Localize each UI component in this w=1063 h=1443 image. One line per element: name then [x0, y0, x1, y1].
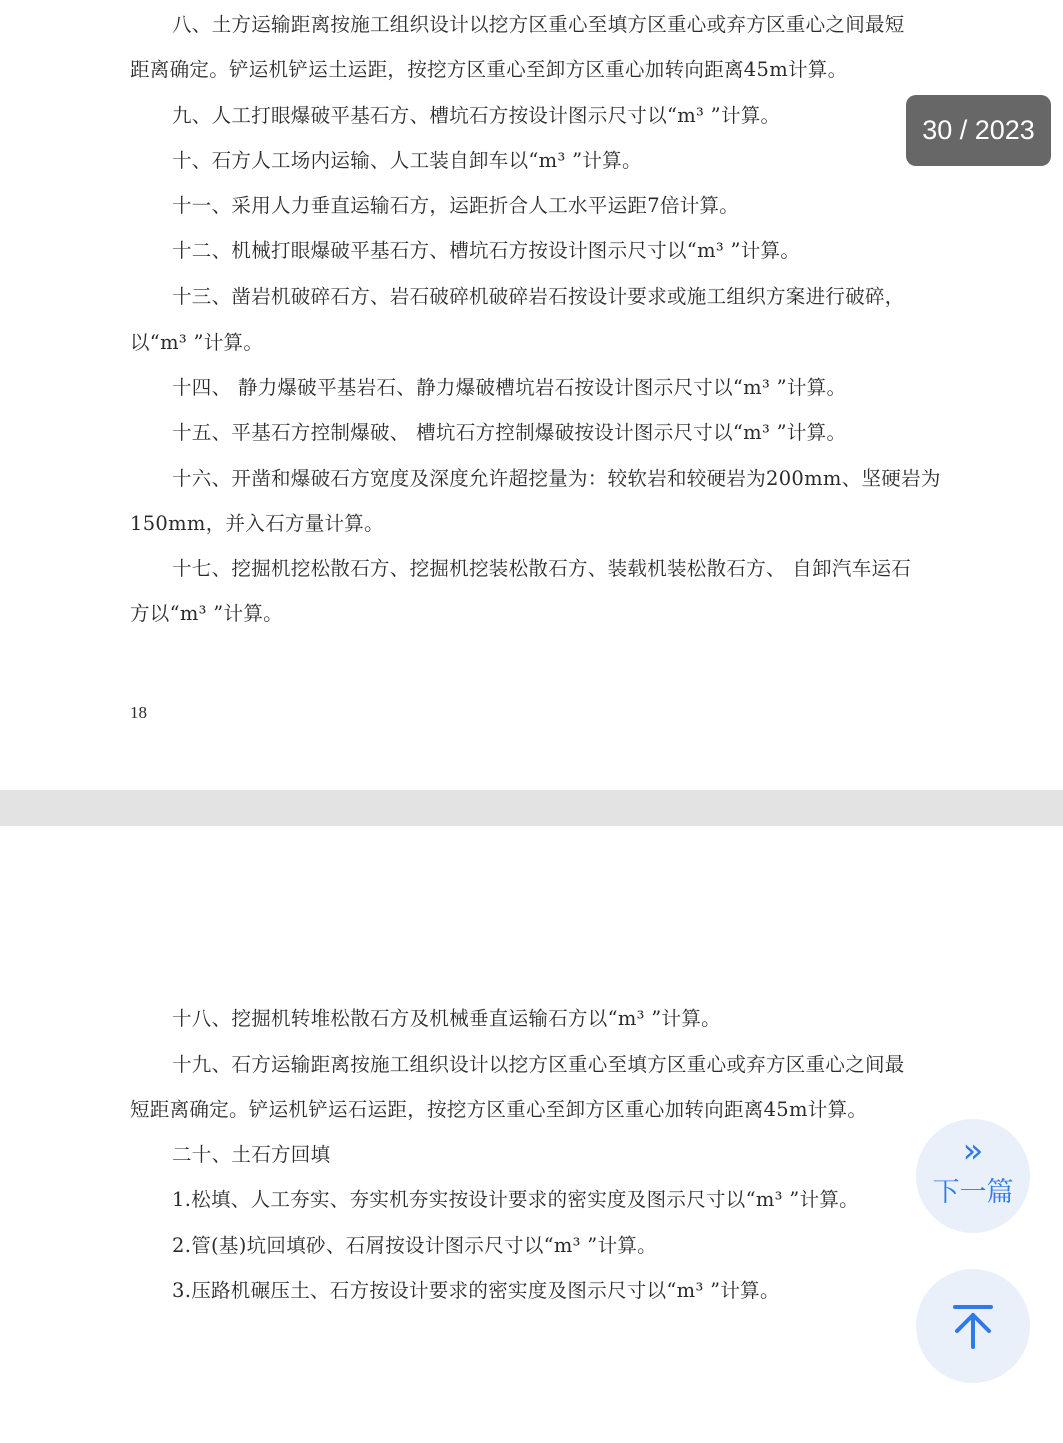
next-article-label: 下一篇 — [932, 1177, 1014, 1208]
paragraph-line: 1.松填、人工夯实、夯实机夯实按设计要求的密实度及图示尺寸以“m³ ”计算。 — [172, 1188, 859, 1211]
paragraph-line: 十五、平基石方控制爆破、 槽坑石方控制爆破按设计图示尺寸以“m³ ”计算。 — [172, 421, 847, 444]
paragraph-line: 九、人工打眼爆破平基石方、槽坑石方按设计图示尺寸以“m³ ”计算。 — [172, 104, 781, 127]
paragraph-line: 距离确定。铲运机铲运土运距，按挖方区重心至卸方区重心加转向距离45m计算。 — [130, 58, 848, 81]
double-chevron-right-icon: » — [962, 1131, 984, 1171]
paragraph-line: 150mm，并入石方量计算。 — [130, 512, 384, 535]
paragraph-line: 十八、挖掘机转堆松散石方及机械垂直运输石方以“m³ ”计算。 — [172, 1007, 721, 1030]
document-page-19 — [0, 826, 1063, 1443]
paragraph-line: 3.压路机碾压土、石方按设计要求的密实度及图示尺寸以“m³ ”计算。 — [172, 1279, 780, 1302]
paragraph-line: 短距离确定。铲运机铲运石运距，按挖方区重心至卸方区重心加转向距离45m计算。 — [130, 1098, 868, 1121]
page-separator — [0, 790, 1063, 826]
paragraph-line: 十三、凿岩机破碎石方、岩石破碎机破碎岩石按设计要求或施工组织方案进行破碎， — [172, 285, 905, 308]
back-to-top-icon — [949, 1302, 997, 1350]
paragraph-line: 八、土方运输距离按施工组织设计以挖方区重心至填方区重心或弃方区重心之间最短 — [172, 13, 905, 36]
paragraph-line: 2.管(基)坑回填砂、石屑按设计图示尺寸以“m³ ”计算。 — [172, 1234, 657, 1257]
paragraph-line: 十一、采用人力垂直运输石方，运距折合人工水平运距7倍计算。 — [172, 194, 740, 217]
paragraph-line: 十二、机械打眼爆破平基石方、槽坑石方按设计图示尺寸以“m³ ”计算。 — [172, 239, 801, 262]
paragraph-line: 十四、 静力爆破平基岩石、静力爆破槽坑岩石按设计图示尺寸以“m³ ”计算。 — [172, 376, 847, 399]
page-number: 18 — [130, 703, 147, 722]
paragraph-line: 十七、挖掘机挖松散石方、挖掘机挖装松散石方、装载机装松散石方、 自卸汽车运石 — [172, 557, 912, 580]
paragraph-line: 二十、土石方回填 — [172, 1143, 331, 1166]
paragraph-line: 十、石方人工场内运输、人工装自卸车以“m³ ”计算。 — [172, 149, 642, 172]
paragraph-line: 方以“m³ ”计算。 — [130, 602, 283, 625]
paragraph-line: 十九、石方运输距离按施工组织设计以挖方区重心至填方区重心或弃方区重心之间最 — [172, 1053, 905, 1076]
page-counter-badge: 30 / 2023 — [906, 95, 1051, 166]
paragraph-line: 以“m³ ”计算。 — [130, 331, 264, 354]
next-article-button[interactable] — [916, 1119, 1030, 1233]
back-to-top-button[interactable] — [916, 1269, 1030, 1383]
paragraph-line: 十六、开凿和爆破石方宽度及深度允许超挖量为：较软岩和较硬岩为200mm、坚硬岩为 — [172, 467, 941, 490]
